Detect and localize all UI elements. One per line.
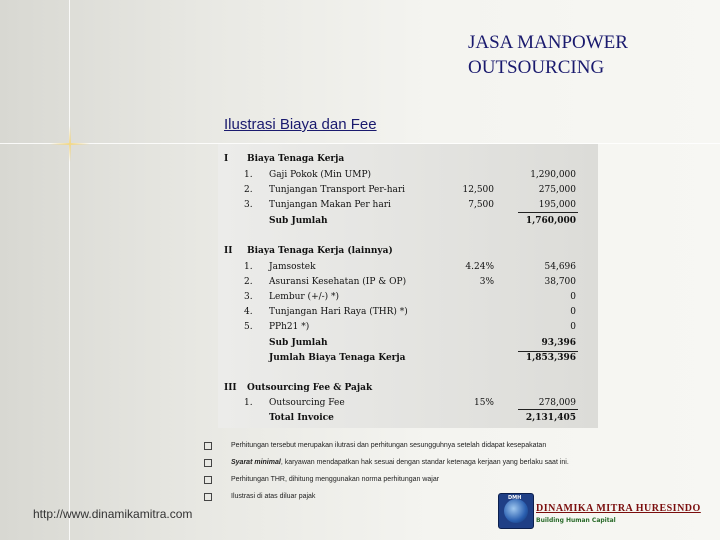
item-number: 2. xyxy=(244,277,253,287)
section-heading: Outsourcing Fee & Pajak xyxy=(247,383,373,393)
subtotal-amount: 1,760,000 xyxy=(525,216,576,226)
item-number: 4. xyxy=(244,307,253,317)
item-rate: 7,500 xyxy=(468,200,494,210)
note-text: Perhitungan tersebut merupakan ilutrasi dan perhitungan sesungguhnya setelah didapat kesepakatan xyxy=(231,442,547,449)
company-logo xyxy=(498,493,534,529)
item-rate: 12,500 xyxy=(462,185,494,195)
decor-star-vertical xyxy=(69,126,71,162)
item-amount: 278,009 xyxy=(538,398,576,408)
item-label: PPh21 *) xyxy=(269,322,310,332)
section-number: II xyxy=(224,246,233,256)
note-emphasis: Syarat minimal xyxy=(231,459,281,466)
section-header xyxy=(218,244,598,258)
item-amount: 0 xyxy=(570,307,576,317)
checkbox-bullet-icon xyxy=(204,459,212,467)
section-number: I xyxy=(224,154,229,164)
item-number: 1. xyxy=(244,398,253,408)
item-number: 2. xyxy=(244,185,253,195)
item-rate: 4.24% xyxy=(465,262,494,272)
item-amount: 0 xyxy=(570,322,576,332)
item-number: 1. xyxy=(244,170,253,180)
note-text: Perhitungan THR, dihitung menggunakan norma perhitungan wajar xyxy=(231,476,440,483)
table-row xyxy=(218,168,598,182)
table-row xyxy=(218,275,598,289)
item-amount: 275,000 xyxy=(538,185,576,195)
logo-text: DMH xyxy=(508,495,522,501)
checkbox-bullet-icon xyxy=(204,493,212,501)
table-row xyxy=(218,305,598,319)
total-label: Total Invoice xyxy=(269,413,334,423)
table-row xyxy=(218,260,598,274)
table-row xyxy=(218,320,598,334)
total-amount: 1,853,396 xyxy=(525,353,576,363)
table-row xyxy=(218,198,598,212)
total-row xyxy=(218,411,598,425)
item-label: Outsourcing Fee xyxy=(269,398,345,408)
note-text xyxy=(231,454,569,471)
checkbox-bullet-icon xyxy=(204,442,212,450)
subtotal-row xyxy=(218,214,598,228)
item-rate: 15% xyxy=(473,398,494,408)
section-number: III xyxy=(224,383,237,393)
item-label: Tunjangan Transport Per-hari xyxy=(269,185,406,195)
item-amount: 1,290,000 xyxy=(530,170,576,180)
section-header xyxy=(218,381,598,395)
item-label: Asuransi Kesehatan (IP & OP) xyxy=(269,277,407,287)
total-row xyxy=(218,351,598,365)
slide-title-line2: OUTSOURCING xyxy=(468,57,605,78)
item-number: 3. xyxy=(244,200,253,210)
item-rate: 3% xyxy=(479,277,494,287)
slide-title xyxy=(468,30,628,80)
item-label: Jamsostek xyxy=(269,262,316,272)
item-amount: 0 xyxy=(570,292,576,302)
total-amount: 2,131,405 xyxy=(525,413,576,423)
section-heading: Biaya Tenaga Kerja xyxy=(247,154,345,164)
item-label: Tunjangan Makan Per hari xyxy=(269,200,391,210)
section-header xyxy=(218,152,598,166)
item-number: 3. xyxy=(244,292,253,302)
globe-icon xyxy=(504,499,528,523)
checkbox-bullet-icon xyxy=(204,476,212,484)
sum-rule xyxy=(518,409,578,410)
item-amount: 195,000 xyxy=(538,200,576,210)
subtotal-amount: 93,396 xyxy=(541,338,576,348)
section-heading: Biaya Tenaga Kerja (lainnya) xyxy=(247,246,393,256)
item-number: 1. xyxy=(244,262,253,272)
decor-vertical-line xyxy=(69,0,70,540)
cost-table xyxy=(218,144,598,428)
subtotal-label: Sub Jumlah xyxy=(269,216,328,226)
item-label: Gaji Pokok (Min UMP) xyxy=(269,170,372,180)
slide-subtitle: Ilustrasi Biaya dan Fee xyxy=(224,116,377,133)
total-label: Jumlah Biaya Tenaga Kerja xyxy=(269,353,406,363)
table-row xyxy=(218,290,598,304)
item-number: 5. xyxy=(244,322,253,332)
table-row xyxy=(218,396,598,410)
note-text: Ilustrasi di atas diluar pajak xyxy=(231,493,316,500)
item-amount: 38,700 xyxy=(544,277,576,287)
note-rest: , karyawan mendapatkan hak sesuai dengan standar ketenaga kerjaan yang berlaku saat ini. xyxy=(280,459,569,466)
slide-title-line1: JASA MANPOWER xyxy=(468,32,628,53)
item-label: Lembur (+/-) *) xyxy=(269,292,340,302)
item-amount: 54,696 xyxy=(544,262,576,272)
table-row xyxy=(218,183,598,197)
company-name: DINAMIKA MITRA HURESINDO xyxy=(536,503,701,514)
item-label: Tunjangan Hari Raya (THR) *) xyxy=(269,307,408,317)
subtotal-row xyxy=(218,336,598,350)
subtotal-label: Sub Jumlah xyxy=(269,338,328,348)
website-link[interactable]: http://www.dinamikamitra.com xyxy=(33,507,193,521)
company-tagline: Building Human Capital xyxy=(536,517,616,524)
sum-rule xyxy=(518,212,578,213)
